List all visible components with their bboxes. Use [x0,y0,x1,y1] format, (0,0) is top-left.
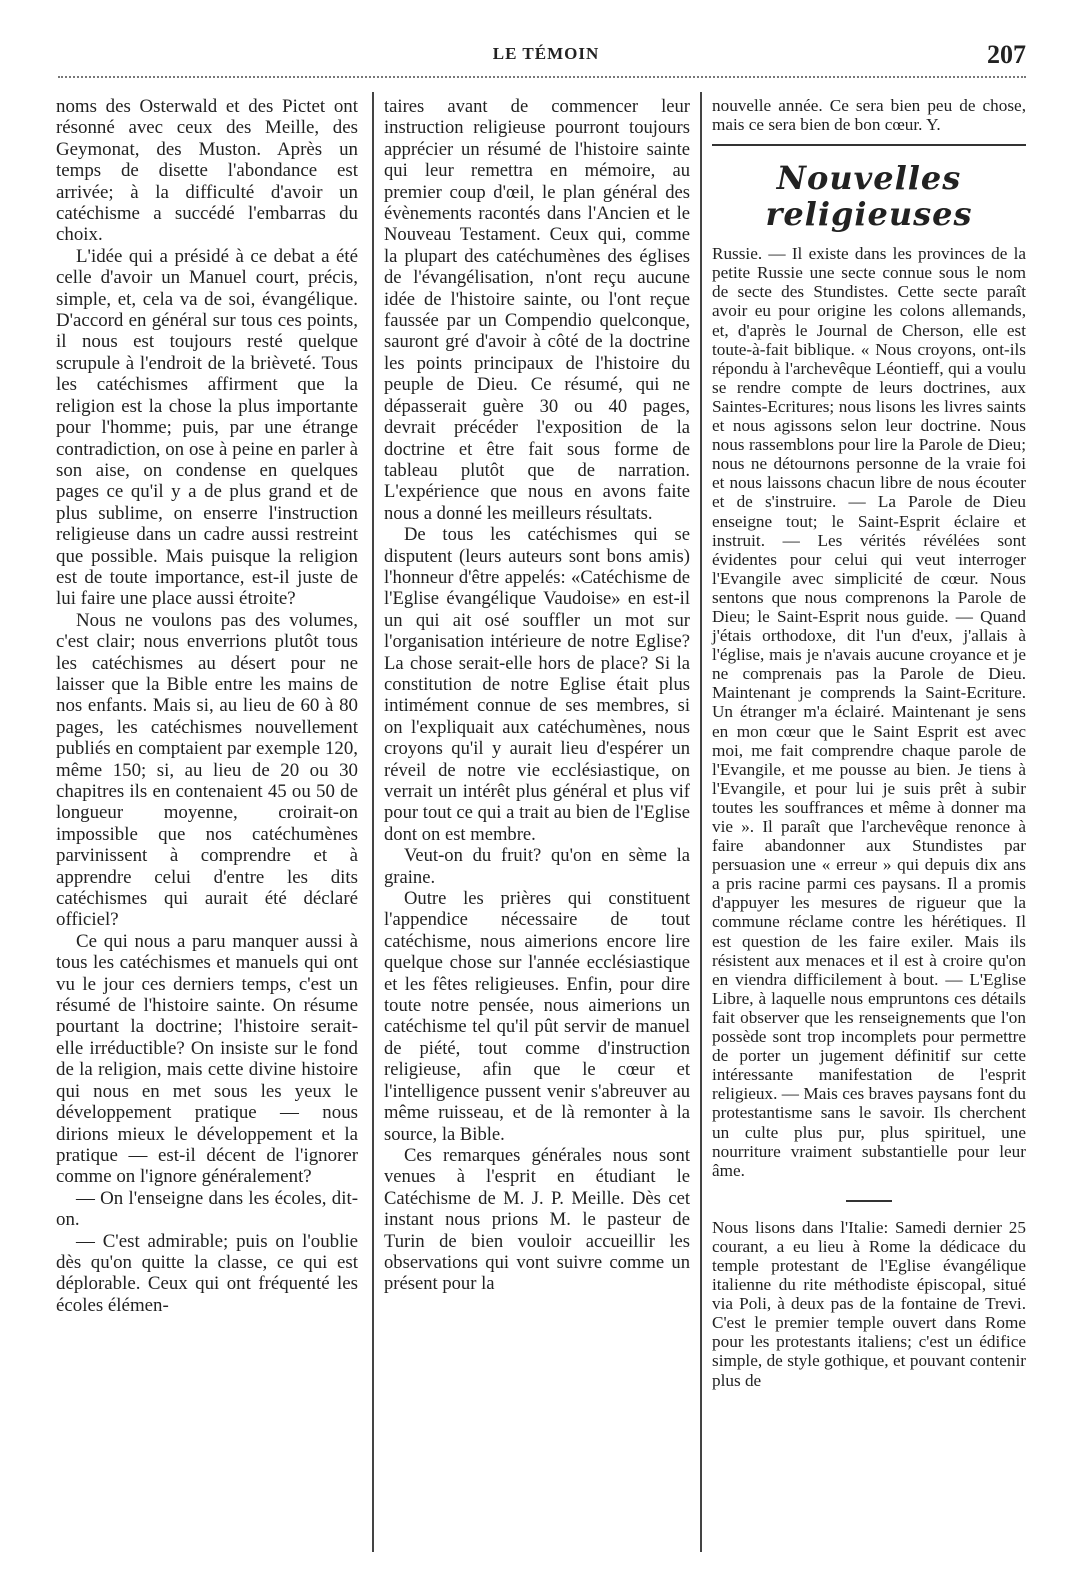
column-2 [384,96,690,1295]
paragraph: — C'est admirable; puis on l'oublie dès qu'on quitte la classe, ce qui est déplorable. Ceux qui ont fréquenté les écoles élémen- [56,1230,358,1316]
news-item: Russie. — Il existe dans les provinces de la petite Russie une secte connue sous le nom de secte des Stundistes. Cette secte paraît avoir eu pour origine les colons allemands, et, d'après le Journal de Cherson, elle est toute-à-fait biblique. « Nous croyons, ont-ils répondu à l'archevêque Léontieff, qui a voulu se rendre compte de leurs doctrines, aux Saintes-Ecritures; nous lisons les livres saints et nous agissons selon leur doctrine. Nous nous rassemblons pour lire la Parole de Dieu; nous ne détournons personne de la vraie foi et nous laissons chacun libre de nous écouter et de s'instruire. — La Parole de Dieu enseigne tout; le Saint-Esprit éclaire et instruit. — Les vérités révélées sont évidentes pour celui qui veut interroger l'Evangile avec simplicité de cœur. Nous sentons que nous comprenons la Parole de Dieu; le Saint-Esprit nous guide. — Quand j'étais orthodoxe, dit l'un d'eux, j'allais à l'église, mais je n'avais aucune croyance et je ne comprenais pas la Parole de Dieu. Maintenant je comprends la Saint-Ecriture. Un étranger m'a éclairé. Maintenant je sens en mon cœur que le Saint Esprit est avec moi, me fait comprendre chaque parole de l'Evangile, et me pousse au bien. Je tiens à l'Evangile, et pour lui je suis prêt à subir toutes les souffrances et même à donner ma vie ». Il paraît que l'archevêque renonce à faire abandonner aux Stundistes par persuasion une « erreur » qui depuis dix ans a pris racine parmi ces paysans. Il a promis d'appuyer les mesures de rigueur que la commune réclame contre les hérétiques. Il est question de les faire exiler. Mais ils résistent aux menaces et il est à croire qu'on en viendra difficilement à bout. — L'Eglise Libre, à laquelle nous empruntons ces détails fait observer que les renseignements que l'on possède sont trop incomplets pour permettre de porter un jugement définitif sur cette intéressante manifestation de l'esprit religieux. — Mais ces braves paysans font du protestantisme sans le savoir. Ils cherchent un culte plus pur, plus spirituel, une nourriture vraiment substantielle pour leur âme. [712,244,1026,1180]
column-rule-right [700,92,702,1552]
short-divider [846,1200,892,1202]
news-item: Nous lisons dans l'Italie: Samedi dernier 25 courant, a eu lieu à Rome la dédicace du temple protestant de l'Eglise évangélique italienne du rite méthodiste épiscopal, situé via Poli, à deux pas de la fontaine de Trevi. C'est le premier temple ouvert dans Rome pour les protestants italiens; c'est un édifice simple, de style gothique, et pouvant contenir plus de [712,1217,1026,1390]
column-1 [56,96,358,1316]
paragraph: Ces remarques générales nous sont venues à l'esprit en étudiant le Catéchisme de M. J. P. Meille. Dès cet instant nous prions M. le pasteur de Turin de bien vouloir accueillir les observations qui vont suivre comme un présent pour la [384,1144,690,1295]
paragraph: taires avant de commencer leur instruction religieuse pourront toujours apprécier un résumé de l'histoire sainte qui leur remettra en mémoire, au premier coup d'œil, le plan général des évènements racontés dans l'Ancien et le Nouveau Testament. Ceux qui, comme la plupart des catéchumènes des églises de l'évangélisation, n'ont reçu aucune idée de l'histoire sainte, ou l'ont reçue faussée par un Compendio quelconque, sauront gré d'avoir à côté de la doctrine les points principaux de l'histoire du peuple de Dieu. Ce résumé, qui ne dépasserait guère 30 ou 40 pages, devrait précéder l'exposition de la doctrine et être fait sous forme de tableau plutôt que de narration. L'expérience que nous en avons faite nous a donné les meilleurs résultats. [384,96,690,524]
column-rule-left [372,92,374,1552]
running-header-title: LE TÉMOIN [492,44,600,63]
header-rule [58,76,1026,78]
section-title: Nouvelles religieuses [765,159,973,234]
paragraph: nouvelle année. Ce sera bien peu de chose, mais ce sera bien de bon cœur. Y. [712,96,1026,135]
paragraph: L'idée qui a présidé à ce debat a été celle d'avoir un Manuel court, précis, simple, et, cela va de soi, évangélique. D'accord en général sur tous ces points, il nous est toujours resté quelque scrupule à l'endroit de la brièveté. Tous les catéchismes affirment que la religion est la chose la plus importante pour l'homme; puis, par une étrange contradiction, on ose à peine en parler à son aise, on condense en quelques pages ce qu'il y a de plus grand et de plus sublime, on enserre l'instruction religieuse dans un cadre aussi restreint que possible. Mais puisque la religion est de toute importance, est-il juste de lui faire une place aussi étroite? [56,245,358,610]
paragraph: Nous ne voulons pas des volumes, c'est clair; nous enverrions plutôt tous les catéchismes au désert pour ne laisser que la Bible entre les mains de nos enfants. Mais si, au lieu de 60 à 80 pages, les catéchismes nouvellement publiés en comptaient par exemple 120, même 150; si, au lieu de 20 ou 30 chapitres ils en contenaient 45 ou 50 de longueur moyenne, croirait-on impossible que nos catéchumènes parvinissent à comprendre et à apprendre celui d'entre les dits catéchismes qui aurait été déclaré officiel? [56,609,358,931]
paragraph: — On l'enseigne dans les écoles, dit-on. [56,1187,358,1231]
section-rule [712,144,1026,146]
paragraph: Veut-on du fruit? qu'on en sème la graine. [384,845,690,888]
page-number: 207 [987,40,1026,69]
column-3 [712,96,1026,1390]
paragraph: Ce qui nous a paru manquer aussi à tous les catéchismes et manuels qui ont vu le jour ces derniers temps, c'est un résumé de l'histoire sainte. On résume pourtant la doctrine; l'histoire serait-elle irréductible? On insiste sur le fond de la religion, mais cette divine histoire qui nous en met sous les yeux le développement pratique — nous dirions mieux le développement et la pratique — est-il décent de l'ignorer comme on l'ignore généralement? [56,930,358,1188]
paragraph: De tous les catéchismes qui se disputent (leurs auteurs sont bons amis) l'honneur d'être appelés: «Catéchisme de l'Eglise évangélique Vaudoise» en est-il un qui ait osé souffler un mot sur l'organisation intérieure de notre Eglise? La chose serait-elle hors de place? Si la constitution de notre Eglise était plus intimément connue de ses membres, si on l'expliquait aux catéchumènes, nous croyons qu'il y aurait lieu d'espérer un réveil de notre vie ecclésiastique, on verrait un intérêt plus général et plus vif pour tout ce qui a trait au bien de l'Eglise dont on est membre. [384,524,690,845]
paragraph: noms des Osterwald et des Pictet ont résonné avec ceux des Meille, des Geymonat, des Muston. Après un temps de disette l'abondance est arrivée; à la difficulté d'avoir un catéchisme a succédé l'embarras du choix. [56,96,358,246]
paragraph: Outre les prières qui constituent l'appendice nécessaire de tout catéchisme, nous aimerions encore lire quelque chose sur l'année ecclésiastique et les fêtes religieuses. Enfin, pour dire toute notre pensée, nous aimerions un catéchisme tel qu'il pût servir de manuel de piété, tout comme d'instruction religieuse, afin que le cœur et l'intelligence pussent venir s'abreuver au même ruisseau, et de là remonter à la source, la Bible. [384,888,690,1145]
